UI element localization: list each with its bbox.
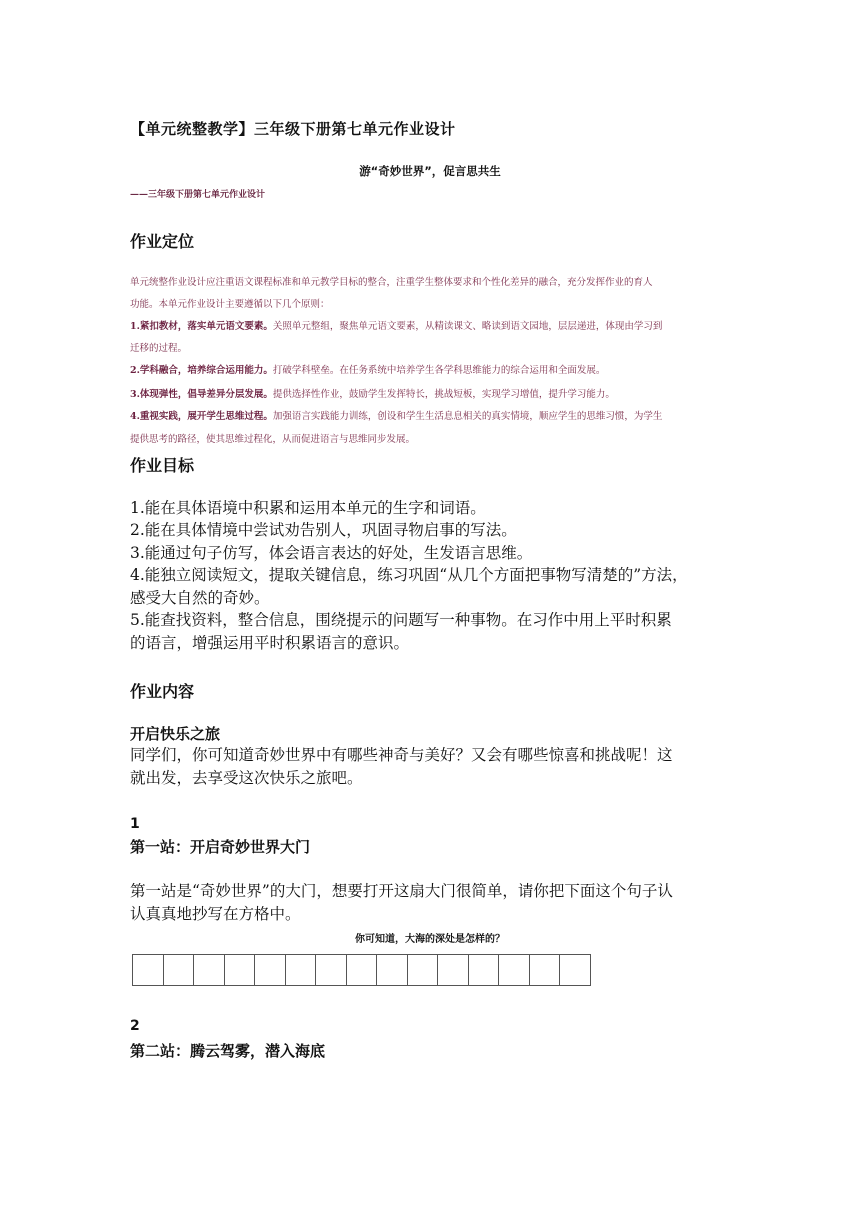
grid-cell[interactable] <box>377 955 408 985</box>
stage-2-title: 第二站：腾云驾雾，潜入海底 <box>130 1042 326 1060</box>
journey-text-line-1: 同学们，你可知道奇妙世界中有哪些神奇与美好？又会有哪些惊喜和挑战呢！这 <box>130 746 673 764</box>
grid-cell[interactable] <box>347 955 378 985</box>
goal-2: 2.能在具体情境中尝试劝告别人，巩固寻物启事的写法。 <box>130 521 517 539</box>
grid-cell[interactable] <box>438 955 469 985</box>
copy-sentence: 你可知道，大海的深处是怎样的？ <box>355 934 505 945</box>
grid-cell[interactable] <box>499 955 530 985</box>
grid-cell[interactable] <box>469 955 500 985</box>
writing-grid[interactable] <box>132 954 591 986</box>
principle-1 <box>130 316 730 338</box>
heading-content: 作业内容 <box>130 682 195 701</box>
heading-goals: 作业目标 <box>130 456 195 475</box>
principle-4-text: 加强语言实践能力训练，创设和学生生活息息相关的真实情境，顺应学生的思维习惯，为学生 <box>272 411 663 422</box>
goal-1: 1.能在具体语境中积累和运用本单元的生字和词语。 <box>130 499 486 517</box>
grid-cell[interactable] <box>133 955 164 985</box>
principle-3-text: 提供选择性作业，鼓励学生发挥特长，挑战短板，实现学习增值，提升学习能力。 <box>272 389 615 400</box>
principle-2 <box>130 360 730 382</box>
positioning-intro-line-1: 单元统整作业设计应注重语文课程标准和单元教学目标的整合，注重学生整体要求和个性化差异的融合，充分发挥作业的育人 <box>130 277 653 288</box>
document-subtitle-line: ——三年级下册第七单元作业设计 <box>130 190 266 200</box>
principle-3-title: 3.体现弹性，倡导差异分层发展。 <box>130 389 273 400</box>
grid-cell[interactable] <box>530 955 561 985</box>
heading-positioning: 作业定位 <box>130 232 195 251</box>
grid-cell[interactable] <box>255 955 286 985</box>
grid-cell[interactable] <box>560 955 590 985</box>
goal-5-line-2: 的语言，增强运用平时积累语言的意识。 <box>130 634 410 652</box>
grid-cell[interactable] <box>408 955 439 985</box>
principle-4-title: 4.重视实践，展开学生思维过程。 <box>130 411 273 422</box>
principle-4 <box>130 406 730 428</box>
grid-cell[interactable] <box>225 955 256 985</box>
goal-3: 3.能通过句子仿写，体会语言表达的好处，生发语言思维。 <box>130 544 533 562</box>
principle-1-title: 1.紧扣教材，落实单元语文要素。 <box>130 321 273 332</box>
grid-cell[interactable] <box>316 955 347 985</box>
principle-2-text: 打破学科壁垒。在任务系统中培养学生各学科思维能力的综合运用和全面发展。 <box>272 365 606 376</box>
grid-cell[interactable] <box>286 955 317 985</box>
positioning-intro-line-2: 功能。本单元作业设计主要遵循以下几个原则： <box>130 299 330 310</box>
goal-4-line-1: 4.能独立阅读短文，提取关键信息，练习巩固“从几个方面把事物写清楚的”方法， <box>130 566 688 584</box>
principle-1-continued: 迁移的过程。 <box>130 343 188 354</box>
goal-4-line-2: 感受大自然的奇妙。 <box>130 589 270 607</box>
principle-4-continued: 提供思考的路径，使其思维过程化，从而促进语言与思维同步发展。 <box>130 434 416 445</box>
grid-cell[interactable] <box>194 955 225 985</box>
stage-1-number: 1 <box>130 816 140 832</box>
stage-1-text-line-2: 认真真地抄写在方格中。 <box>130 905 301 923</box>
stage-1-title: 第一站：开启奇妙世界大门 <box>130 838 311 856</box>
journey-title: 开启快乐之旅 <box>130 725 221 743</box>
principle-1-text: 关照单元整组，聚焦单元语文要素，从精读课文、略读到语文园地，层层递进，体现由学习到 <box>272 321 663 332</box>
document-subtitle: 游“奇妙世界”，促言思共生 <box>359 164 501 178</box>
stage-1-text-line-1: 第一站是“奇妙世界”的大门，想要打开这扇大门很简单，请你把下面这个句子认 <box>130 882 673 900</box>
principle-2-title: 2.学科融合，培养综合运用能力。 <box>130 365 273 376</box>
grid-cell[interactable] <box>164 955 195 985</box>
principle-3 <box>130 384 730 406</box>
stage-2-number: 2 <box>130 1018 140 1034</box>
goal-5-line-1: 5.能查找资料，整合信息，围绕提示的问题写一种事物。在习作中用上平时积累 <box>130 611 672 629</box>
document-title: 【单元统整教学】三年级下册第七单元作业设计 <box>130 120 456 138</box>
journey-text-line-2: 就出发，去享受这次快乐之旅吧。 <box>130 769 363 787</box>
